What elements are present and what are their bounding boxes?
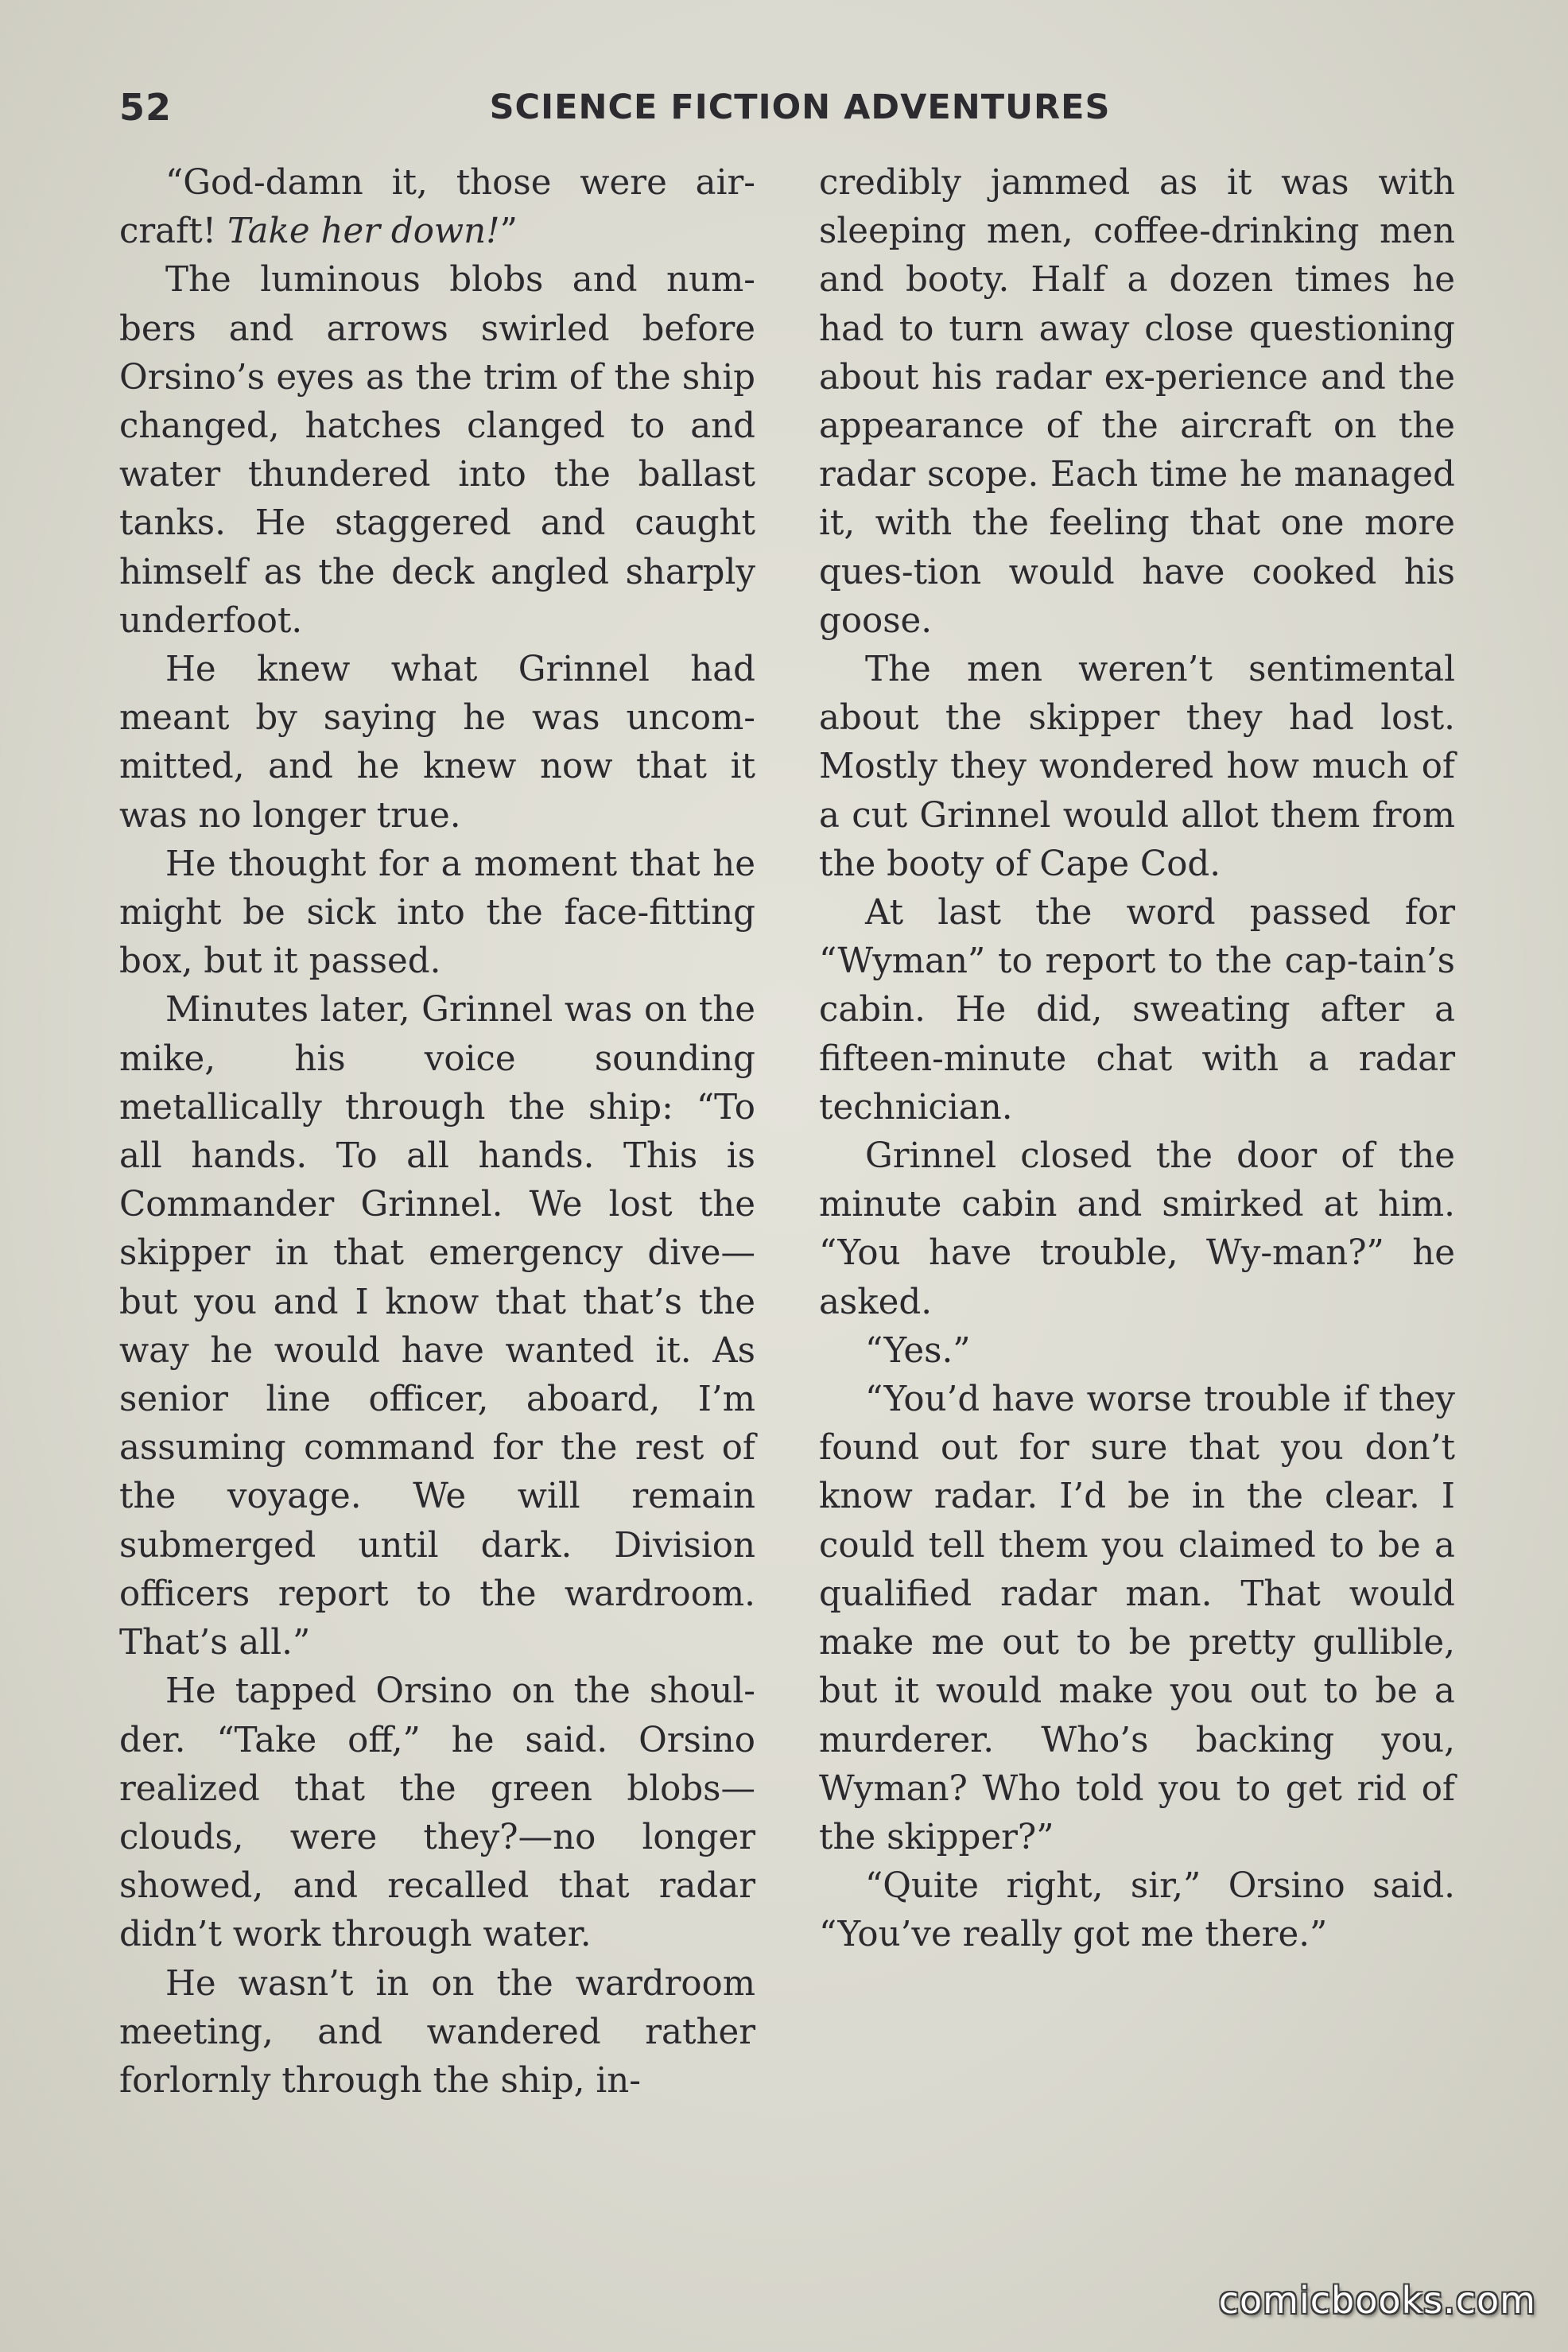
paragraph: He tapped Orsino on the shoul-der. “Take off,” he said. Orsino realized that the green blobs—clouds, were they?—no longer showed, and recalled that radar didn’t work through water. — [119, 1671, 755, 1955]
paragraph: Minutes later, Grinnel was on the mike, his voice sounding metallically through the ship: “To all hands. To all hands. This is Commander Grinnel. We lost the skipper in that emergency dive—but you and I know that that’s the way he would have wanted it. As senior line officer, aboard, I’m assuming command for the rest of the voyage. We will remain submerged until dark. Division officers report to the wardroom. That’s all.” — [119, 990, 755, 1663]
closing-quote: ” — [499, 212, 518, 252]
paragraph: credibly jammed as it was with sleeping men, coffee-drinking men and booty. Half a dozen times he had to turn away close questioning about his radar ex-perience and the appearance of the aircraft on the radar scope. Each time he managed it, with the feeling that one more ques-tion would have cooked his goose. — [819, 163, 1455, 641]
paragraph: Grinnel closed the door of the minute cabin and smirked at him. “You have trouble, Wy-man?” he asked. — [819, 1136, 1455, 1322]
paragraph: He wasn’t in on the wardroom meeting, and wandered rather forlornly through the ship, in- — [119, 1963, 755, 2101]
quote-text: “God-damn it, those were air-craft! — [119, 163, 755, 252]
left-column — [119, 159, 755, 2106]
paragraph: “Yes.” — [865, 1330, 971, 1371]
paragraph: The men weren’t sentimental about the skipper they had lost. Mostly they wondered how much of a cut Grinnel would allot them from the booty of Cape Cod. — [819, 650, 1455, 884]
paragraph: He knew what Grinnel had meant by saying he was uncom-mitted, and he knew now that it was no longer true. — [119, 650, 755, 836]
paragraph — [119, 159, 755, 256]
running-head: SCIENCE FICTION ADVENTURES — [489, 87, 1111, 127]
right-column — [819, 159, 1455, 1960]
paragraph: “You’d have worse trouble if they found out for sure that you don’t know radar. I’d be in the clear. I could tell them you claimed to be a qualified radar man. That would make me out to be pretty gullible, but it would make you out to be a murderer. Who’s backing you, Wyman? Who told you to get rid of the skipper?” — [819, 1380, 1455, 1857]
italic-quote-text: Take her down! — [227, 212, 500, 252]
page-number: 52 — [119, 86, 173, 129]
paragraph: “Quite right, sir,” Orsino said. “You’ve really got me there.” — [819, 1866, 1455, 1955]
watermark-logo: comicbooks.com — [1218, 2279, 1536, 2322]
paragraph: At last the word passed for “Wyman” to report to the cap-tain’s cabin. He did, sweating after a fifteen-minute chat with a radar technician. — [819, 893, 1455, 1127]
paragraph: The luminous blobs and num-bers and arrows swirled before Orsino’s eyes as the trim of the ship changed, hatches clanged to and water thundered into the ballast tanks. He staggered and caught himself as the deck angled sharply underfoot. — [119, 260, 755, 641]
paragraph: He thought for a moment that he might be sick into the face-fitting box, but it passed. — [119, 844, 755, 982]
